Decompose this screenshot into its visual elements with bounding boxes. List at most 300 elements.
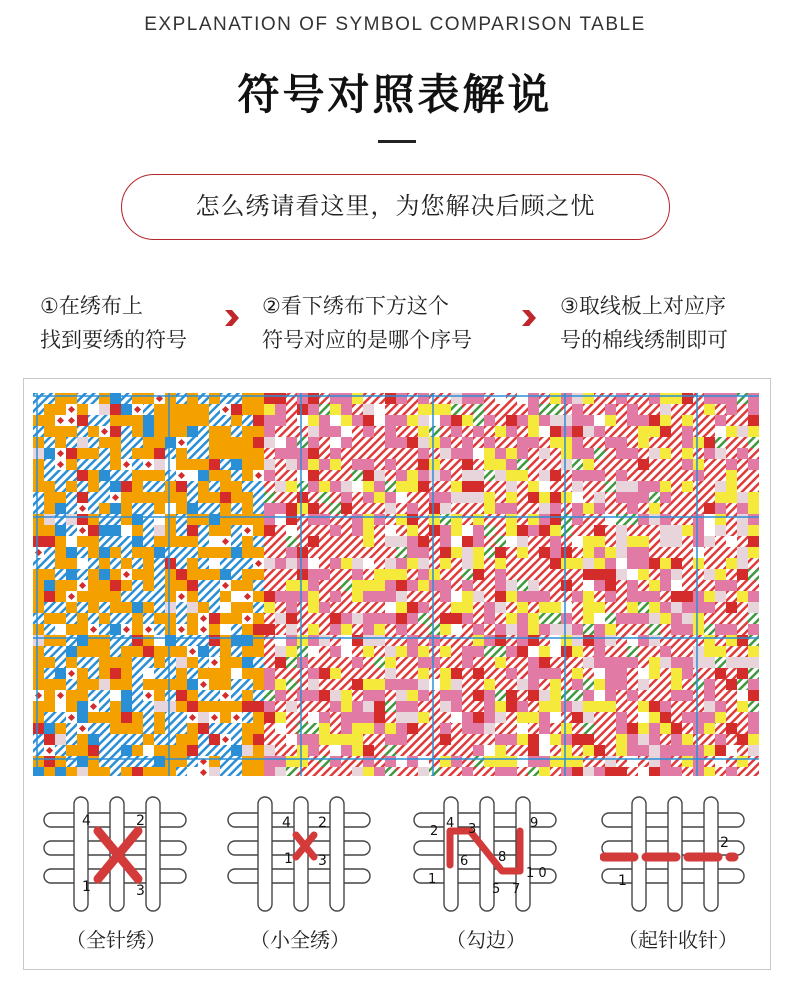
- pattern-cell: [220, 503, 231, 514]
- pattern-cell: [352, 470, 363, 481]
- pattern-cell: [286, 712, 297, 723]
- pattern-cell: [154, 547, 165, 558]
- pattern-cell: [528, 514, 539, 525]
- pattern-cell: [308, 404, 319, 415]
- pattern-cell: [132, 745, 143, 756]
- pattern-cell: [33, 635, 44, 646]
- pattern-cell: [660, 690, 671, 701]
- pattern-cell: [638, 690, 649, 701]
- pattern-cell: [297, 492, 308, 503]
- pattern-cell: [407, 591, 418, 602]
- pattern-cell: [352, 404, 363, 415]
- pattern-cell: [44, 470, 55, 481]
- pattern-cell: [121, 525, 132, 536]
- pattern-cell: [495, 602, 506, 613]
- pattern-cell: [572, 591, 583, 602]
- pattern-cell: [583, 679, 594, 690]
- pattern-cell: [330, 602, 341, 613]
- pattern-cell: [561, 767, 572, 776]
- pattern-cell: [275, 657, 286, 668]
- pattern-cell: [605, 448, 616, 459]
- pattern-cell: [330, 492, 341, 503]
- pattern-cell: [374, 569, 385, 580]
- pattern-cell: [66, 514, 77, 525]
- pattern-cell: [44, 591, 55, 602]
- pattern-cell: [44, 624, 55, 635]
- pattern-cell: [77, 745, 88, 756]
- pattern-cell: [253, 723, 264, 734]
- pattern-cell: [583, 481, 594, 492]
- pattern-cell: [737, 547, 748, 558]
- pattern-cell: [594, 503, 605, 514]
- pattern-cell: [462, 514, 473, 525]
- pattern-cell: [341, 470, 352, 481]
- step-1-line-2: 找到要绣的符号: [40, 328, 187, 352]
- pattern-cell: [726, 459, 737, 470]
- pattern-cell: [506, 503, 517, 514]
- pattern-cell: [88, 558, 99, 569]
- pattern-cell: [319, 701, 330, 712]
- pattern-cell: [715, 613, 726, 624]
- pattern-cell: [506, 580, 517, 591]
- pattern-cell: [704, 723, 715, 734]
- pattern-cell: [143, 580, 154, 591]
- pattern-cell: [649, 459, 660, 470]
- pattern-cell: [495, 701, 506, 712]
- pattern-cell: [132, 767, 143, 776]
- pattern-cell: [671, 657, 682, 668]
- pattern-cell: [660, 525, 671, 536]
- pattern-cell: [726, 525, 737, 536]
- pattern-cell: [473, 591, 484, 602]
- pattern-cell: [616, 613, 627, 624]
- stitch-number: 1 0: [526, 866, 547, 881]
- pattern-cell: [143, 745, 154, 756]
- pattern-cell: [594, 536, 605, 547]
- pattern-cell: [165, 470, 176, 481]
- pattern-cell: [121, 679, 132, 690]
- pattern-cell: [187, 426, 198, 437]
- pattern-cell: [242, 679, 253, 690]
- pattern-cell: [539, 525, 550, 536]
- pattern-cell: [44, 514, 55, 525]
- pattern-cell: [297, 569, 308, 580]
- pattern-cell: [550, 723, 561, 734]
- pattern-cell: [396, 536, 407, 547]
- pattern-cell: [539, 657, 550, 668]
- pattern-cell: [187, 602, 198, 613]
- pattern-cell: [682, 712, 693, 723]
- pattern-cell: [352, 514, 363, 525]
- pattern-cell: [660, 514, 671, 525]
- pattern-cell: [737, 745, 748, 756]
- pattern-cell: [583, 701, 594, 712]
- pattern-cell: [561, 745, 572, 756]
- pattern-cell: [462, 635, 473, 646]
- pattern-cell: [418, 437, 429, 448]
- pattern-cell: [187, 723, 198, 734]
- pattern-cell: [110, 514, 121, 525]
- pattern-cell: [385, 734, 396, 745]
- pattern-cell: [638, 701, 649, 712]
- pattern-cell: [176, 404, 187, 415]
- pattern-cell: [66, 734, 77, 745]
- pattern-cell: [363, 558, 374, 569]
- pattern-cell: [583, 492, 594, 503]
- pattern-cell: [671, 437, 682, 448]
- pattern-cell: [198, 701, 209, 712]
- pattern-cell: [407, 492, 418, 503]
- pattern-cell: [297, 547, 308, 558]
- pattern-cell: [407, 734, 418, 745]
- pattern-cell: [198, 481, 209, 492]
- pattern-cell: [726, 767, 737, 776]
- stitch-number: 1: [618, 873, 627, 889]
- pattern-cell: [374, 437, 385, 448]
- pattern-cell: [319, 558, 330, 569]
- pattern-cell: [484, 591, 495, 602]
- pattern-cell: [286, 393, 297, 404]
- pattern-cell: [55, 767, 66, 776]
- pattern-cell: [187, 415, 198, 426]
- pattern-cell: [429, 503, 440, 514]
- pattern-cell: [363, 492, 374, 503]
- pattern-cell: [671, 613, 682, 624]
- pattern-cell: [88, 503, 99, 514]
- pattern-cell: [341, 492, 352, 503]
- pattern-cell: [319, 635, 330, 646]
- pattern-cell: [165, 712, 176, 723]
- pattern-cell: [627, 525, 638, 536]
- pattern-cell: [495, 448, 506, 459]
- pattern-cell: [275, 580, 286, 591]
- pattern-cell: [550, 547, 561, 558]
- pattern-cell: [660, 657, 671, 668]
- pattern-cell: [605, 503, 616, 514]
- pattern-cell: [737, 525, 748, 536]
- pattern-cell: [561, 492, 572, 503]
- pattern-cell: [616, 580, 627, 591]
- pattern-cell: [440, 404, 451, 415]
- pattern-cell: [297, 734, 308, 745]
- pattern-cell: [649, 745, 660, 756]
- pattern-cell: [594, 393, 605, 404]
- pattern-cell: [187, 613, 198, 624]
- pattern-cell: [33, 448, 44, 459]
- pattern-cell: [429, 701, 440, 712]
- pattern-cell: [561, 690, 572, 701]
- pattern-cell: [473, 657, 484, 668]
- pattern-cell: [638, 481, 649, 492]
- pattern-cell: [33, 701, 44, 712]
- pattern-cell: [550, 393, 561, 404]
- pattern-cell: [671, 525, 682, 536]
- pattern-cell: [264, 712, 275, 723]
- pattern-cell: [726, 514, 737, 525]
- pattern-cell: [165, 448, 176, 459]
- pattern-cell: [275, 602, 286, 613]
- pattern-cell: [154, 657, 165, 668]
- pattern-cell: [352, 569, 363, 580]
- pattern-cell: [440, 712, 451, 723]
- pattern-cell: [605, 602, 616, 613]
- pattern-cell: [341, 602, 352, 613]
- pattern-cell: [55, 536, 66, 547]
- pattern-cell: [66, 459, 77, 470]
- pattern-cell: [418, 481, 429, 492]
- pattern-cell: [561, 624, 572, 635]
- pattern-cell: [385, 558, 396, 569]
- pattern-cell: [704, 569, 715, 580]
- pattern-cell: [704, 415, 715, 426]
- pattern-cell: [264, 624, 275, 635]
- pattern-cell: [605, 767, 616, 776]
- pattern-cell: [275, 525, 286, 536]
- pattern-cell: [143, 712, 154, 723]
- pattern-cell: [396, 767, 407, 776]
- pattern-cell: [231, 514, 242, 525]
- pattern-cell: [352, 459, 363, 470]
- pattern-cell: [583, 756, 594, 767]
- pattern-cell: [583, 536, 594, 547]
- pattern-cell: [374, 547, 385, 558]
- pattern-cell: [341, 514, 352, 525]
- pattern-cell: [319, 646, 330, 657]
- pattern-cell: [176, 558, 187, 569]
- pattern-cell: [77, 668, 88, 679]
- pattern-cell: [671, 734, 682, 745]
- pattern-cell: [330, 536, 341, 547]
- pattern-cell: [385, 591, 396, 602]
- pattern-cell: [165, 437, 176, 448]
- pattern-cell: [693, 393, 704, 404]
- pattern-cell: [748, 514, 759, 525]
- pattern-cell: [176, 547, 187, 558]
- pattern-cell: [649, 437, 660, 448]
- pattern-cell: [407, 712, 418, 723]
- pattern-cell: [407, 525, 418, 536]
- pattern-cell: [187, 569, 198, 580]
- pattern-cell: [407, 426, 418, 437]
- pattern-cell: [748, 558, 759, 569]
- pattern-cell: [396, 712, 407, 723]
- pattern-cell: [605, 580, 616, 591]
- pattern-cell: [154, 613, 165, 624]
- pattern-cell: [319, 723, 330, 734]
- pattern-cell: [594, 613, 605, 624]
- pattern-cell: [473, 690, 484, 701]
- pattern-cell: [726, 569, 737, 580]
- pattern-cell: [737, 723, 748, 734]
- pattern-cell: [253, 767, 264, 776]
- pattern-cell: [715, 404, 726, 415]
- pattern-cell: [748, 393, 759, 404]
- pattern-cell: [374, 503, 385, 514]
- pattern-cell: [495, 536, 506, 547]
- pattern-cell: [594, 635, 605, 646]
- pattern-cell: [66, 690, 77, 701]
- pattern-cell: [473, 734, 484, 745]
- pattern-cell: [517, 459, 528, 470]
- pattern-cell: [44, 679, 55, 690]
- pattern-cell: [297, 657, 308, 668]
- pattern-cell: [198, 426, 209, 437]
- pattern-cell: [572, 646, 583, 657]
- pattern-cell: [649, 514, 660, 525]
- pattern-cell: [528, 635, 539, 646]
- pattern-cell: [66, 701, 77, 712]
- pattern-cell: [176, 569, 187, 580]
- pattern-cell: [88, 679, 99, 690]
- pattern-cell: [308, 624, 319, 635]
- pattern-cell: [176, 668, 187, 679]
- pattern-cell: [231, 756, 242, 767]
- pattern-cell: [44, 723, 55, 734]
- pattern-cell: [363, 514, 374, 525]
- pattern-cell: [495, 470, 506, 481]
- pattern-cell: [638, 580, 649, 591]
- pattern-cell: [462, 404, 473, 415]
- pattern-cell: [495, 514, 506, 525]
- pattern-cell: [308, 448, 319, 459]
- pattern-cell: [539, 415, 550, 426]
- pattern-cell: [143, 448, 154, 459]
- pattern-cell: [506, 613, 517, 624]
- pattern-cell: [704, 602, 715, 613]
- pattern-cell: [44, 503, 55, 514]
- pattern-cell: [627, 767, 638, 776]
- pattern-cell: [682, 679, 693, 690]
- pattern-cell: [110, 569, 121, 580]
- pattern-cell: [748, 646, 759, 657]
- pattern-cell: [352, 393, 363, 404]
- pattern-cell: [693, 646, 704, 657]
- pattern-cell: [407, 503, 418, 514]
- pattern-cell: [88, 756, 99, 767]
- pattern-cell: [231, 668, 242, 679]
- pattern-cell: [528, 503, 539, 514]
- pattern-cell: [374, 756, 385, 767]
- pattern-cell: [429, 767, 440, 776]
- pattern-cell: [33, 745, 44, 756]
- pattern-cell: [198, 536, 209, 547]
- pattern-cell: [616, 514, 627, 525]
- pattern-cell: [462, 580, 473, 591]
- pattern-cell: [561, 657, 572, 668]
- pattern-cell: [330, 547, 341, 558]
- pattern-cell: [55, 404, 66, 415]
- pattern-cell: [583, 415, 594, 426]
- pattern-cell: [231, 393, 242, 404]
- pattern-cell: [506, 404, 517, 415]
- pattern-cell: [198, 723, 209, 734]
- pattern-cell: [33, 470, 44, 481]
- pattern-cell: [88, 591, 99, 602]
- pattern-cell: [231, 602, 242, 613]
- pattern-cell: [176, 426, 187, 437]
- pattern-cell: [748, 591, 759, 602]
- pattern-cell: [517, 448, 528, 459]
- pattern-cell: [671, 767, 682, 776]
- pattern-cell: [363, 679, 374, 690]
- pattern-cell: [583, 613, 594, 624]
- pattern-cell: [264, 426, 275, 437]
- pattern-cell: [638, 448, 649, 459]
- pattern-cell: [473, 448, 484, 459]
- pattern-cell: [341, 503, 352, 514]
- pattern-cell: [484, 613, 495, 624]
- stitch-number: 2: [430, 824, 439, 839]
- pattern-cell: [66, 525, 77, 536]
- pattern-cell: [506, 767, 517, 776]
- pattern-cell: [715, 723, 726, 734]
- pattern-cell: [154, 580, 165, 591]
- pattern-cell: [451, 536, 462, 547]
- pattern-cell: [572, 701, 583, 712]
- pattern-cell: [253, 613, 264, 624]
- pattern-cell: [550, 415, 561, 426]
- pattern-cell: [154, 745, 165, 756]
- pattern-cell: [55, 635, 66, 646]
- pattern-cell: [286, 679, 297, 690]
- pattern-cell: [517, 580, 528, 591]
- pattern-cell: [242, 690, 253, 701]
- pattern-cell: [242, 580, 253, 591]
- pattern-cell: [627, 668, 638, 679]
- pattern-cell: [110, 558, 121, 569]
- pattern-cell: [88, 492, 99, 503]
- pattern-cell: [528, 602, 539, 613]
- pattern-cell: [418, 646, 429, 657]
- pattern-cell: [539, 437, 550, 448]
- pattern-cell: [374, 635, 385, 646]
- pattern-cell: [341, 734, 352, 745]
- pattern-cell: [330, 503, 341, 514]
- pattern-cell: [572, 602, 583, 613]
- pattern-cell: [726, 646, 737, 657]
- pattern-cell: [33, 723, 44, 734]
- pattern-cell: [176, 756, 187, 767]
- pattern-cell: [341, 624, 352, 635]
- pattern-cell: [275, 591, 286, 602]
- pattern-cell: [319, 624, 330, 635]
- pattern-cell: [726, 558, 737, 569]
- pattern-cell: [693, 690, 704, 701]
- pattern-cell: [209, 668, 220, 679]
- pattern-cell: [341, 525, 352, 536]
- pattern-cell: [187, 657, 198, 668]
- pattern-cell: [627, 624, 638, 635]
- pattern-cell: [561, 404, 572, 415]
- pattern-cell: [385, 690, 396, 701]
- pattern-cell: [198, 404, 209, 415]
- pattern-cell: [440, 613, 451, 624]
- pattern-cell: [407, 569, 418, 580]
- pattern-cell: [572, 635, 583, 646]
- pattern-cell: [737, 767, 748, 776]
- pattern-cell: [616, 525, 627, 536]
- pattern-cell: [209, 558, 220, 569]
- pattern-cell: [264, 668, 275, 679]
- pattern-cell: [440, 723, 451, 734]
- pattern-cell: [209, 756, 220, 767]
- pattern-cell: [440, 426, 451, 437]
- pattern-cell: [451, 404, 462, 415]
- pattern-cell: [583, 723, 594, 734]
- pattern-cell: [187, 481, 198, 492]
- pattern-cell: [594, 668, 605, 679]
- pattern-cell: [154, 426, 165, 437]
